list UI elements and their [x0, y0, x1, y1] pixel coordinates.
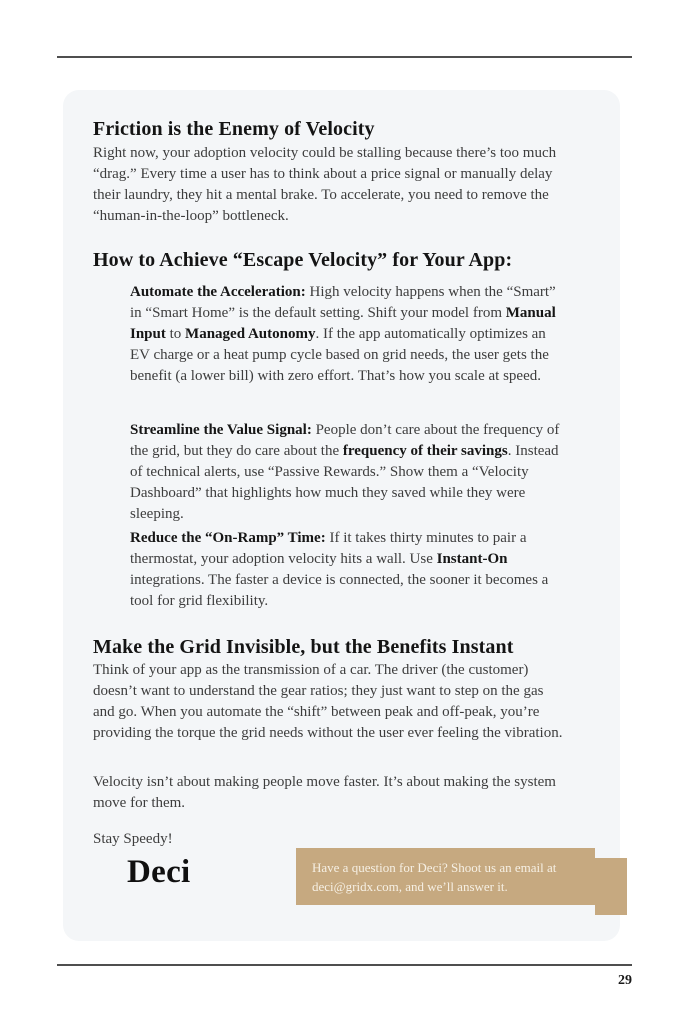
paragraph-closing: Velocity isn’t about making people move faster. It’s about making the system move for them.	[93, 774, 556, 811]
list-item-streamline-value-signal: Streamline the Value Signal: People don’t care about the frequency of the grid, but they do care about the frequency of their savings. Instead of technical alerts, use “Passive Rewards.” Show them a “Velocity Dashboard” that highlights how much they saved while they were sleeping.	[130, 422, 560, 522]
signature-deci: Deci	[127, 854, 191, 890]
list-item-automate-acceleration: Automate the Acceleration: High velocity happens when the “Smart” in “Smart Home” is the default setting. Shift your model from Manual Input to Managed Autonomy. If the app automatically optimizes an EV charge or a heat pump cycle based on grid needs, the user gets the benefit (a lower bill) with zero effort. That’s how you scale at speed.	[130, 284, 556, 384]
section-heading-friction: Friction is the Enemy of Velocity	[93, 118, 375, 140]
top-divider-rule	[57, 56, 632, 58]
bottom-divider-rule	[57, 964, 632, 966]
list-item-reduce-onramp-time: Reduce the “On-Ramp” Time: If it takes thirty minutes to pair a thermostat, your adoption velocity hits a wall. Use Instant-On integrations. The faster a device is connected, the sooner it becomes a tool for grid flexibility.	[130, 530, 549, 609]
callout-text: Have a question for Deci? Shoot us an email at deci@gridx.com, and we’ll answer it.	[312, 860, 557, 894]
page-number: 29	[618, 973, 632, 988]
signoff-text: Stay Speedy!	[93, 831, 173, 847]
paragraph-grid-invisible-body: Think of your app as the transmission of a car. The driver (the customer) doesn’t want to understand the gear ratios; they just want to step on the gas and go. When you automate the “shift” between peak and off-peak, you’re providing the torque the grid needs without the user ever feeling the vibration.	[93, 662, 563, 741]
section-heading-grid-invisible: Make the Grid Invisible, but the Benefits Instant	[93, 636, 514, 658]
section-heading-escape-velocity: How to Achieve “Escape Velocity” for Your App:	[93, 249, 513, 271]
newsletter-body-card	[63, 90, 620, 941]
callout-question-box	[296, 848, 595, 905]
callout-tab	[595, 858, 627, 915]
paragraph-friction-body: Right now, your adoption velocity could be stalling because there’s too much “drag.” Every time a user has to think about a price signal or manually delay their laundry, they hit a mental brake. To accelerate, you need to remove the “human-in-the-loop” bottleneck.	[93, 145, 557, 224]
